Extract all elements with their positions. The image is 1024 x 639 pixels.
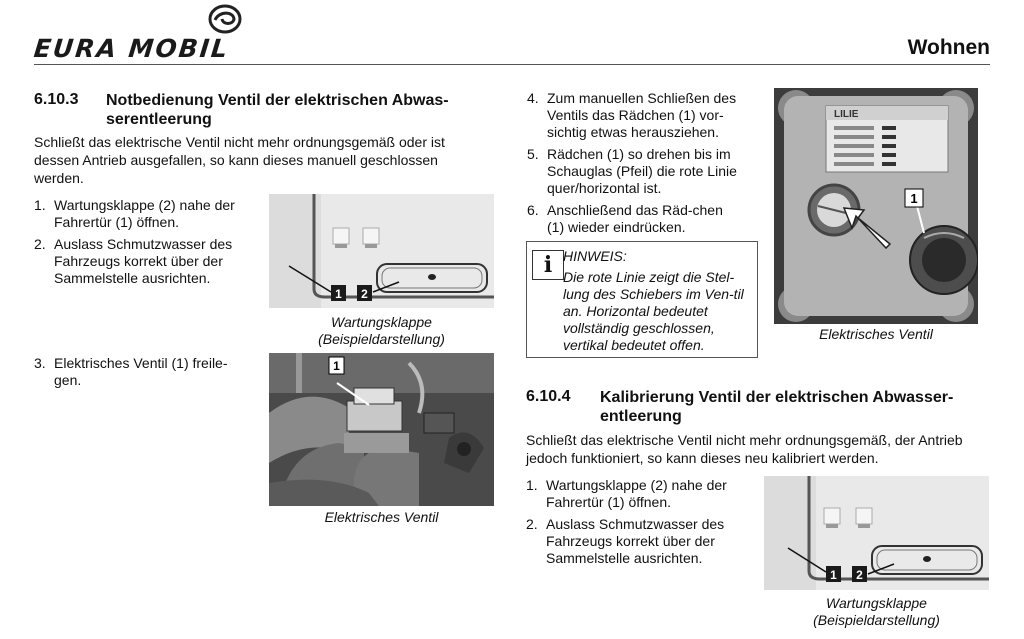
page-section-title: Wohnen — [907, 36, 990, 59]
figure-label-2: 2 — [856, 568, 863, 582]
step-text: Auslass Schmutzwasser des Fahrzeugs korrekt über der Sammelstelle ausrichten. — [54, 236, 233, 286]
caption-line: Wartungsklappe — [331, 314, 432, 330]
list-item — [34, 236, 256, 287]
step-text: Elektrisches Ventil (1) freile-gen. — [54, 355, 228, 388]
steps-list — [34, 197, 256, 292]
list-item — [527, 90, 757, 141]
info-icon: i — [532, 250, 564, 280]
brand-logo: EURA MOBIL — [32, 34, 231, 63]
step-text: Zum manuellen Schließen des Ventils das Rädchen (1) vor-sichtig etwas herausziehen. — [547, 90, 737, 140]
step-text: Auslass Schmutzwasser des Fahrzeugs korrekt über der Sammelstelle ausrichten. — [546, 516, 725, 566]
caption-line: Wartungsklappe — [826, 595, 927, 611]
section-title — [600, 388, 1000, 426]
figure-label-1: 1 — [335, 287, 342, 301]
section-title-line: Notbedienung Ventil der elektrischen Abwas- — [106, 92, 449, 109]
brand-plate-text: LILIE — [834, 109, 859, 120]
list-item — [527, 146, 757, 197]
section-title-line: Kalibrierung Ventil der elektrischen Abwasser- — [600, 389, 954, 406]
section-intro: Schließt das elektrische Ventil nicht mehr ordnungsgemäß oder ist dessen Antrieb ausgefallen, so kann dieses manuell geschlossen werden. — [34, 134, 445, 186]
brand-logo-icon — [203, 3, 247, 35]
maintenance-flap-image — [764, 476, 989, 590]
valve-closeup-image — [774, 88, 978, 324]
step-text: Wartungsklappe (2) nahe der Fahrertür (1) öffnen. — [54, 197, 235, 230]
figure-label-1: 1 — [830, 568, 837, 582]
figure-caption: Elektrisches Ventil — [324, 509, 439, 525]
note-text: Die rote Linie zeigt die Stel-lung des Schiebers im Ven-til an. Horizontal bedeutet vollständig geschlossen, vertikal bedeutet offen. — [563, 269, 744, 353]
step-number: 5. — [527, 146, 539, 162]
note-heading: HINWEIS: — [563, 248, 627, 264]
step-number: 1. — [526, 477, 538, 493]
section-number: 6.10.4 — [526, 388, 571, 405]
figure-label-1: 1 — [910, 191, 918, 206]
electric-valve-image — [269, 353, 494, 506]
section-intro: Schließt das elektrische Ventil nicht mehr ordnungsgemäß, der Antrieb jedoch funktioniert, so kann dieses neu kalibriert werden. — [526, 432, 963, 466]
steps-list — [34, 355, 249, 394]
steps-list — [526, 477, 754, 572]
step-number: 1. — [34, 197, 46, 213]
list-item — [526, 477, 754, 511]
step-number: 3. — [34, 355, 46, 371]
figure-label-2: 2 — [361, 287, 368, 301]
figure-label-1: 1 — [333, 359, 340, 373]
step-text: Wartungsklappe (2) nahe der Fahrertür (1) öffnen. — [546, 477, 727, 510]
step-text: Anschließend das Räd-chen (1) wieder eindrücken. — [547, 202, 723, 235]
step-number: 2. — [34, 236, 46, 252]
list-item — [527, 202, 737, 236]
section-title — [106, 91, 496, 129]
header-divider — [34, 64, 990, 65]
step-number: 6. — [527, 202, 539, 218]
list-item — [526, 516, 754, 567]
figure-caption — [764, 595, 989, 629]
step-text: Rädchen (1) so drehen bis im Schauglas (Pfeil) die rote Linie quer/horizontal ist. — [547, 146, 737, 196]
list-item — [34, 197, 256, 231]
section-title-line: entleerung — [600, 408, 682, 425]
section-title-line: serentleerung — [106, 111, 212, 128]
steps-list — [527, 90, 757, 241]
maintenance-flap-image — [269, 194, 494, 308]
step-number: 4. — [527, 90, 539, 106]
note-box — [526, 241, 758, 358]
section-number: 6.10.3 — [34, 91, 79, 108]
step-number: 2. — [526, 516, 538, 532]
figure-caption: Elektrisches Ventil — [819, 326, 933, 342]
caption-line: (Beispieldarstellung) — [813, 612, 940, 628]
caption-line: (Beispieldarstellung) — [318, 331, 445, 347]
figure-caption — [269, 314, 494, 348]
list-item — [34, 355, 249, 389]
